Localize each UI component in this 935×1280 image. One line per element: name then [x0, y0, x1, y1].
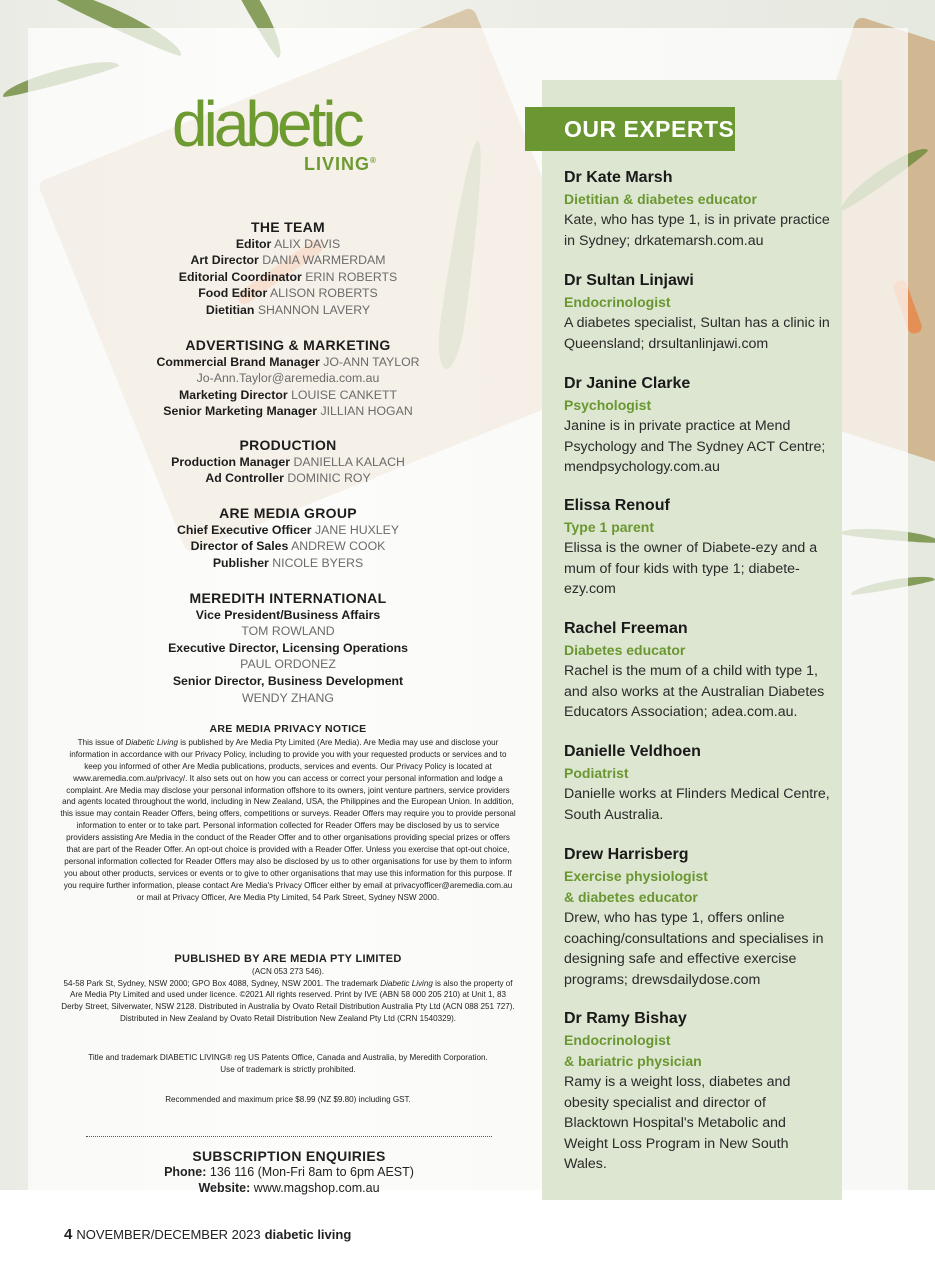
contact-email: Jo-Ann.Taylor@aremedia.com.au [196, 371, 380, 386]
experts-heading-tab [525, 107, 735, 151]
expert-description: Elissa is the owner of Diabete-ezy and a mum of four kids with type 1; diabete-ezy.com [564, 540, 818, 597]
credit-row: Director of Sales ANDREW COOK [190, 539, 386, 554]
magazine-name: diabetic living [264, 1227, 352, 1242]
credit-row: Art Director DANIA WARMERDAM [190, 253, 386, 268]
are-media-heading: ARE MEDIA GROUP [219, 505, 357, 521]
publisher-info [60, 954, 516, 1025]
expert-description: Danielle works at Flinders Medical Centre, South Australia. [564, 786, 830, 823]
expert-entry [564, 167, 832, 251]
credit-row: Publisher NICOLE BYERS [212, 555, 364, 570]
expert-name: Drew Harrisberg [564, 846, 689, 863]
publisher-heading: PUBLISHED BY ARE MEDIA PTY LIMITED [174, 953, 402, 965]
expert-role: Podiatrist [564, 765, 629, 781]
meredith-section [88, 590, 488, 706]
expert-role: Dietitian & diabetes educator [564, 191, 757, 207]
acn: (ACN 053 273 546). [252, 966, 324, 976]
expert-name: Danielle Veldhoen [564, 743, 701, 760]
subscription-heading: SUBSCRIPTION ENQUIRIES [192, 1148, 386, 1164]
expert-entry [564, 844, 832, 990]
expert-description: Drew, who has type 1, offers online coaching/consultations and specialises in designing safe and effective exercise programs; drewsdailydose.com [564, 910, 824, 988]
credit-row: Production Manager DANIELLA KALACH [171, 454, 405, 469]
expert-role: Type 1 parent [564, 519, 654, 535]
expert-name: Rachel Freeman [564, 620, 688, 637]
expert-name: Elissa Renouf [564, 497, 670, 514]
team-heading: THE TEAM [251, 219, 325, 235]
advertising-section [88, 337, 488, 420]
expert-role: Endocrinologist [564, 1032, 671, 1048]
expert-entry [564, 1008, 832, 1175]
credit-row: Marketing Director LOUISE CANKETT [179, 387, 397, 402]
publisher-text: 54-58 Park St, Sydney, NSW 2000; GPO Box 4088, Sydney, NSW 2001. The trademark Diabetic Living is also the property of Are Media Pty Limited and used under licence. ©2021 All rights reserved. Print by IVE (ABN 58 000 205 210) at Unit 1, 83 Derby Street, Silverwater, NSW 2128. Distributed in Australia by Ovato Retail Distribution Australia Pty Ltd (ACN 088 251 727). Distributed in New Zealand by Ovato Retail Distribution New Zealand Pty Ltd (CRN 1540329). [61, 978, 515, 1023]
divider [86, 1136, 492, 1137]
issue-date: NOVEMBER/DECEMBER 2023 [76, 1227, 261, 1242]
credit-name: WENDY ZHANG [241, 690, 334, 705]
trademark-notice [60, 1052, 516, 1076]
credit-role: Executive Director, Licensing Operations [168, 640, 408, 655]
privacy-heading: ARE MEDIA PRIVACY NOTICE [209, 723, 367, 735]
expert-description: Ramy is a weight loss, diabetes and obesity specialist and director of Blacktown Hospital's Metabolic and Weight Loss Program in New South Wales. [564, 1074, 791, 1172]
expert-name: Dr Sultan Linjawi [564, 272, 694, 289]
expert-role: & diabetes educator [564, 889, 698, 905]
credit-row: Editorial Coordinator ERIN ROBERTS [178, 269, 398, 284]
credit-row: Dietitian SHANNON LAVERY [205, 302, 371, 317]
expert-role: Psychologist [564, 397, 652, 413]
page-footer [64, 1226, 351, 1243]
expert-description: Janine is in private practice at Mend Psychology and The Sydney ACT Centre; mendpsychology.com.au [564, 418, 826, 475]
expert-entry [564, 270, 832, 354]
page-number: 4 [64, 1226, 73, 1243]
expert-name: Dr Kate Marsh [564, 169, 673, 186]
expert-entry [564, 495, 832, 600]
expert-name: Dr Janine Clarke [564, 375, 691, 392]
credit-name: PAUL ORDONEZ [240, 657, 336, 672]
credit-name: TOM ROWLAND [241, 624, 335, 639]
are-media-section [88, 505, 488, 571]
credit-row: Food Editor ALISON ROBERTS [198, 286, 378, 301]
price-notice: Recommended and maximum price $8.99 (NZ $9.80) including GST. [165, 1095, 411, 1104]
credit-row: Senior Marketing Manager JILLIAN HOGAN [163, 404, 413, 419]
trademark-line: Use of trademark is strictly prohibited. [220, 1065, 356, 1074]
credit-row: Chief Executive Officer JANE HUXLEY [176, 522, 400, 537]
logo-subword: LIVING® [304, 154, 377, 174]
credit-row: Ad Controller DOMINIC ROY [205, 471, 371, 486]
expert-role: Diabetes educator [564, 642, 686, 658]
expert-entry [564, 373, 832, 478]
production-section [88, 437, 488, 487]
logo-wordmark: diabetic [172, 88, 361, 160]
team-section [88, 219, 488, 319]
experts-heading: OUR EXPERTS [564, 116, 735, 142]
advertising-heading: ADVERTISING & MARKETING [185, 337, 391, 353]
expert-role: & bariatric physician [564, 1053, 702, 1069]
website-line: Website: www.magshop.com.au [198, 1181, 380, 1195]
phone-line: Phone: 136 116 (Mon-Fri 8am to 6pm AEST) [164, 1165, 414, 1179]
meredith-heading: MEREDITH INTERNATIONAL [189, 590, 387, 606]
expert-description: Rachel is the mum of a child with type 1, and also works at the Australian Diabetes Educators Association; adea.com.au. [564, 663, 825, 720]
expert-role: Endocrinologist [564, 294, 671, 310]
privacy-notice [60, 724, 516, 904]
expert-role: Exercise physiologist [564, 868, 708, 884]
expert-name: Dr Ramy Bishay [564, 1010, 687, 1027]
trademark-line: Title and trademark DIABETIC LIVING® reg US Patents Office, Canada and Australia, by Meredith Corporation. [88, 1053, 488, 1062]
expert-description: A diabetes specialist, Sultan has a clinic in Queensland; drsultanlinjawi.com [564, 315, 830, 352]
expert-description: Kate, who has type 1, is in private practice in Sydney; drkatemarsh.com.au [564, 212, 830, 249]
privacy-text: This issue of Diabetic Living is published by Are Media Pty Limited (Are Media). Are Media may use and disclose your information in accordance with our Privacy Policy, including to provide you with your requested products or services and to keep you informed of other Are Media publications, products, services and events. Our Privacy Policy is located at www.aremedia.com.au/privacy/. It also sets out on how you can access or correct your personal information and lodge a complaint. Are Media may disclose your personal information offshore to its owners, joint venture partners, service providers and agents located throughout the world, including in New Zealand, USA, the Philippines and the European Union. In addition, this issue may contain Reader Offers, being offers, competitions or surveys. Reader Offers may require you to provide personal information to enter or to take part. Personal information collected for Reader Offers may be disclosed by us to service providers assisting Are Media in the conduct of the Reader Offer and to other organisations providing special prizes or offers that are part of the Reader Offer. An opt-out choice is provided with a Reader Offer. Unless you exercise that opt-out choice, personal information collected for Reader Offers may also be disclosed by us to other organisations for use by them to inform you about other products, services or events or to give to other organisations that may use this information for this purpose. If you require further information, please contact Are Media's Privacy Officer either by email at privacyofficer@aremedia.com.au or mail at Privacy Officer, Are Media Pty Limited, 54 Park Street, Sydney NSW 2000. [60, 737, 516, 902]
expert-entry [564, 618, 832, 723]
production-heading: PRODUCTION [239, 437, 337, 453]
subscription-section [86, 1148, 492, 1196]
website-link[interactable]: www.magshop.com.au [253, 1181, 380, 1195]
credit-row: Commercial Brand Manager JO-ANN TAYLOR [156, 354, 420, 369]
diabetic-living-logo [172, 88, 392, 182]
credit-row: Editor ALIX DAVIS [235, 236, 341, 251]
expert-entry [564, 741, 832, 825]
credit-role: Vice President/Business Affairs [195, 607, 381, 622]
credit-role: Senior Director, Business Development [172, 673, 404, 688]
